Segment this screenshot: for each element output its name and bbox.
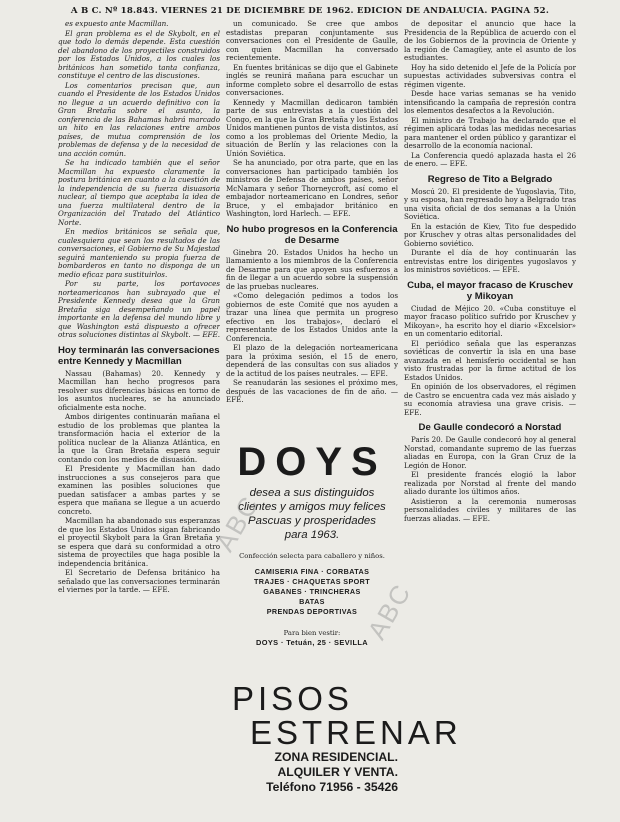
doys-brand: DOYS xyxy=(237,440,387,484)
headline-cuba: Cuba, el mayor fracaso de Kruschev y Mikoyan xyxy=(407,279,573,302)
paragraph: Kennedy y Macmillan dedicaron también parte de sus entrevistas a la cuestión del Congo, en la que la Gran Bretaña y los Estados Unidos mantienen puntos de vista distintos, así como a los problemas del Oriente Medio, la situación de Berlín y las relaciones con la Unión Soviética. xyxy=(226,97,398,158)
paragraph: En la estación de Kiev, Tito fue despedido por Kruschev y otras altas personalidades del Gobierno soviético. xyxy=(404,221,576,248)
paragraph: En medios británicos se señala que, cualesquiera que sean los resultados de las conversaciones, el Gobierno de Su Majestad seguirá manteniendo su propia fuerza de bombarderos en tanto no disponga de un medio eficaz para sustituirlos. xyxy=(58,227,220,279)
doys-address: DOYS · Tetuán, 25 · SEVILLA xyxy=(255,637,369,647)
pisos-advertisement xyxy=(226,680,462,806)
paragraph: El Secretario de Defensa británico ha señalado que las conversaciones terminarán el viernes por la tarde. — EFE. xyxy=(58,568,220,594)
paragraph: Asistieron a la ceremonia numerosas personalidades civiles y militares de las fuerzas aliadas. — EFE. xyxy=(404,496,576,523)
page-header: A B C. Nº 18.843. VIERNES 21 DE DICIEMBRE DE 1962. EDICION DE ANDALUCIA. PAGINA 52. xyxy=(70,6,550,16)
paragraph: El presidente francés elogió la labor realizada por Norstad al frente del mando aliado durante los últimos años. xyxy=(404,470,576,496)
paragraph: «Como delegación pedimos a todos los gobiernos de este Comité que nos ayuden a trazar una línea que permita un progreso efectivo en los trabajos», declaró el representante de los Estados Unidos ante la Conferencia. xyxy=(226,291,398,343)
paragraph: Durante el día de hoy continuarán las entrevistas entre los dirigentes yugoslavos y los ministros soviéticos. — EFE. xyxy=(404,248,576,274)
paragraph: En opinión de los observadores, el régimen de Castro se encuentra cada vez más aislado y su economía atraviesa una grave crisis. — EFE. xyxy=(404,382,576,417)
doys-intro: Confección selecta para caballero y niños. xyxy=(239,552,385,560)
paragraph: un comunicado. Se cree que ambos estadistas preparan conjuntamente sus conversaciones con el Presidente de Gaulle, con quien Macmillan ha conversado recientemente. xyxy=(226,20,398,62)
pisos-zone: ZONA RESIDENCIAL. ALQUILER Y VENTA. xyxy=(274,750,398,779)
right-column xyxy=(404,20,576,820)
left-column xyxy=(58,20,220,820)
doys-item: CAMISERIA FINA · CORBATAS xyxy=(254,566,370,576)
paragraph: El gran problema es el de Skybolt, en el que todo lo demás depende. Esta cuestión del abandono de los proyectiles construidos por los Estados Unidos, a los cuales los británicos han sometido tanta confianza, constituye el centro de las discusiones. xyxy=(58,28,220,80)
paragraph: El ministro de Trabajo ha declarado que el régimen aplicará todas las medidas necesarias para mantener el orden público y garantizar el desarrollo de la economía nacional. xyxy=(404,115,576,150)
doys-item: BATAS xyxy=(299,596,325,606)
paragraph: El Presidente y Macmillan han dado instrucciones a sus consejeros para que examinen las posibles soluciones que puedan satisfacer a ambas partes y se espera que mañana se llegue a un acuerdo concreto. xyxy=(58,464,220,516)
abc-watermark: ABC xyxy=(361,577,418,645)
paragraph: La Conferencia quedó aplazada hasta el 26 de enero. — EFE. xyxy=(404,150,576,168)
paragraph: Macmillan ha abandonado sus esperanzas de que los Estados Unidos sigan fabricando el proyectil Skybolt para la Gran Bretaña y se espera que dará su conformidad a otro sistema de proyectiles que haga posible la independencia británica. xyxy=(58,516,220,568)
paragraph: En fuentes británicas se dijo que el Gabinete inglés se reunirá mañana para escuchar un informe completo sobre el desarrollo de estas conversaciones. xyxy=(226,62,398,97)
paragraph: Ambos dirigentes continuarán mañana el estudio de los problemas que plantea la transformación hacia el exterior de la política nuclear de la Alianza Atlántica, en la que la Gran Bretaña espera seguir contando con los medios de disuasión. xyxy=(58,412,220,464)
paragraph: Ciudad de Méjico 20. «Cuba constituye el mayor fracaso político sufrido por Kruschev y Mikoyan», ha escrito hoy el diario «Excelsior» en un comentario editorial. xyxy=(404,303,576,338)
pisos-subtitle: ESTRENAR xyxy=(250,714,462,751)
middle-column xyxy=(226,20,398,436)
doys-tagline: desea a sus distinguidos clientes y amigos muy felices Pascuas y prosperidades para 1963. xyxy=(238,487,386,541)
headline-desarme: No hubo progresos en la Conferencia de Desarme xyxy=(226,223,398,246)
paragraph: Por su parte, los portavoces norteamericanos han subrayado que el Presidente Kennedy desea que la Gran Bretaña siga desempeñando un papel importante en la defensa del mundo libre y que Washington está dispuesto a ofrecer otras soluciones distintas al Skybolt. — EFE. xyxy=(58,279,220,339)
paragraph: Se reanudarán las sesiones el próximo mes, después de las vacaciones de fin de año. — EFE. xyxy=(226,378,398,404)
opening-article xyxy=(58,20,220,340)
paragraph: París 20. De Gaulle condecoró hoy al general Norstad, comandante supremo de las fuerzas aliadas en Europa, con la Gran Cruz de la Legión de Honor. xyxy=(404,435,576,470)
paragraph: El plazo de la delegación norteamericana para la próxima sesión, el 15 de enero, dependerá de las consultas con sus aliados y de la actitud de los países neutrales. — EFE. xyxy=(226,343,398,378)
headline-gaulle-norstad: De Gaulle condecoró a Norstad xyxy=(418,422,562,433)
paragraph: Se ha anunciado, por otra parte, que en las conversaciones han participado también los ministros de Defensa de ambos países, señor McNamara y señor Thorneycroft, así como el embajador norteamericano en Londres, señor Bruce, y el embajador británico en Washington, lord Harlech. — EFE. xyxy=(226,158,398,218)
paragraph: Hoy ha sido detenido el Jefe de la Policía por supuestas actividades subversivas contra el régimen vigente. xyxy=(404,62,576,89)
paragraph: Ginebra 20. Estados Unidos ha hecho un llamamiento a los miembros de la Conferencia de Desarme para que apoyen sus esfuerzos a fin de llegar a un acuerdo sobre la suspensión de las pruebas nucleares. xyxy=(226,247,398,291)
doys-item: TRAJES · CHAQUETAS SPORT xyxy=(253,576,371,586)
paragraph: Nassau (Bahamas) 20. Kennedy y Macmillan han hecho progresos para resolver sus diferencias básicas en torno de los asuntos nucleares, se ha anunciado oficialmente esta noche. xyxy=(58,368,220,412)
paragraph: El periódico señala que las esperanzas soviéticas de convertir la isla en una base avanzada en el hemisferio occidental se han visto frustradas por la firme actitud de los Estados Unidos. xyxy=(404,338,576,382)
paragraph: Los comentarios precisan que, aun cuando el Presidente de los Estados Unidos no llegue a un acuerdo definitivo con la Gran Bretaña sobre el asunto, la conferencia de las Bahamas habrá marcado un hito en las relaciones entre ambos países, de mutua comprensión de los problemas de defensa y de la necesidad de una acción común. xyxy=(58,80,220,158)
paragraph: Se ha indicado también que el señor Macmillan ha expuesto claramente la postura británica en cuanto a la cuestión de la independencia de su fuerza disuasoria nuclear, al tiempo que aceptaba la idea de una fuerza multilateral dentro de la Organización del Tratado del Atlántico Norte. xyxy=(58,158,220,227)
paragraph: es expuesto ante Macmillan. xyxy=(65,20,169,28)
doys-item: PRENDAS DEPORTIVAS xyxy=(266,606,358,616)
doys-slogan: Para bien vestir: xyxy=(283,628,341,637)
headline-tito: Regreso de Tito a Belgrado xyxy=(427,173,553,185)
pisos-phone: Teléfono 71956 - 35426 xyxy=(266,780,398,794)
paragraph: de depositar el anuncio que hace la Presidencia de la República de acuerdo con el de los Gobiernos de la provincia de Oriente y la región de Camagüey, ante el asunto de los estudiantes. xyxy=(404,20,576,62)
paragraph: Desde hace varias semanas se ha venido intensificando la campaña de represión contra los elementos desafectos a la Revolución. xyxy=(404,89,576,115)
doys-item: GABANES · TRINCHERAS xyxy=(263,586,361,596)
headline-kennedy-macmillan: Hoy terminarán las conversaciones entre Kennedy y Macmillan xyxy=(58,344,220,367)
abc-watermark: ABC xyxy=(209,489,266,557)
pisos-title: PISOS xyxy=(232,680,353,717)
paragraph: Moscú 20. El presidente de Yugoslavia, Tito, y su esposa, han regresado hoy a Belgrado tras una visita oficial de dos semanas a la Unión Soviética. xyxy=(404,186,576,221)
